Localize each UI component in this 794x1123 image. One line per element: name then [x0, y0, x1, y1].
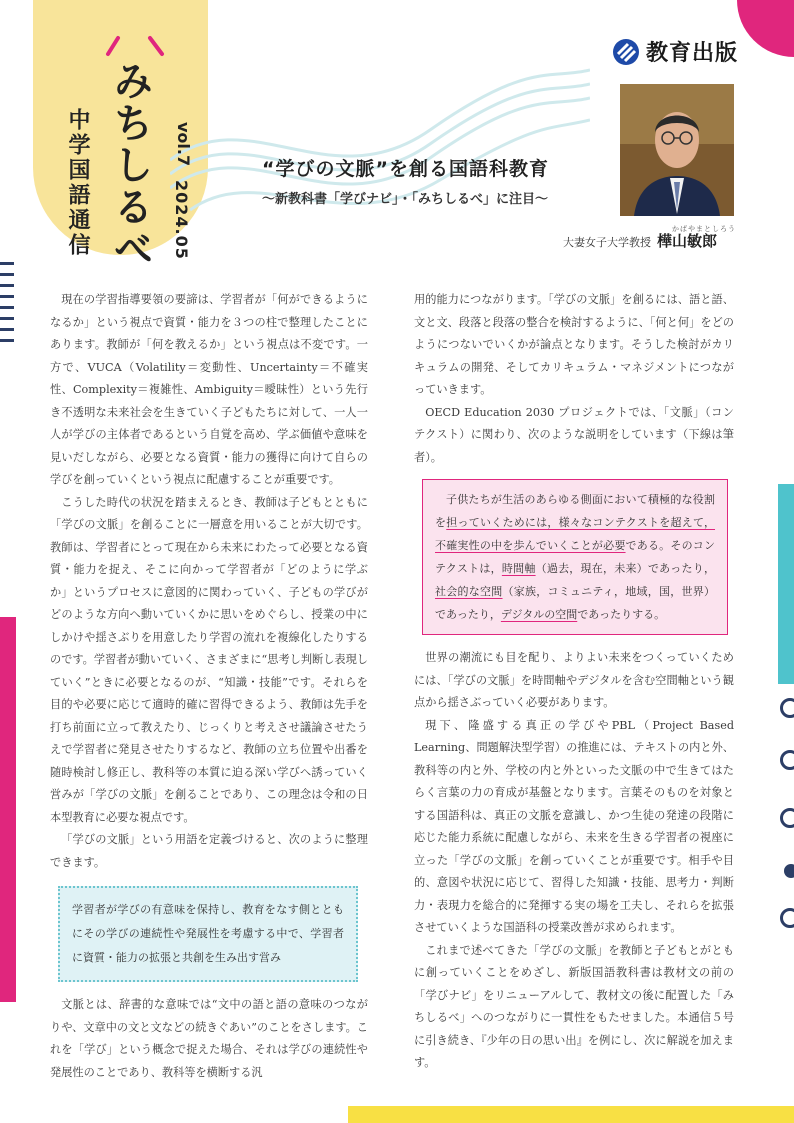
- author-kana: かばやまとしろう: [672, 225, 736, 233]
- cyan-side-bar: [778, 484, 794, 684]
- masthead-title: みちしるべ: [107, 60, 153, 270]
- masthead-subtitle: 中学国語通信: [65, 108, 90, 258]
- paragraph: 「学びの文脈」という用語を定義づけると、次のように整理できます。: [50, 833, 368, 869]
- quote-text: （過去，現在，未来）であったり，: [535, 562, 716, 575]
- oecd-quote-box: [422, 479, 728, 635]
- paragraph: こうした時代の状況を踏まえるとき、教師は子どもとともに「学びの文脈」を創ることに一層意を用いることが大切です。教師は、学習者にとって現在から未来にわたって必要となる資質・能力を捉え、そこに向かって学習者が「どのように学ぶか」というプロセスに意図的に関わっていく、子どもの学びがどのような方向へ動いていくかに思いをめぐらし、授業の中にしかけや揺さぶりを用意したり学習の流れを複線化したりするのです。学習者が動いていく、さまざまに“思考し判断し表現していく”ときに必要となるのが、“知識・技能”です。それらを目的や必要に応じて適時的確に習得できるよう、教師は先手を打ち前面に立って教えたり、じっくりと考えさせ議論させたうえで学習者に発見させたりするなど、教師の立ち位置や出番を随時検討し修正し、教科等の本質に迫る深い学びへ誘っていく営みが「学びの文脈」を創ることであり、この理念は令和の日本型教育に必要な視点です。: [50, 495, 368, 824]
- pink-side-bar: [0, 617, 16, 1002]
- publisher-name: 教育出版: [646, 41, 739, 66]
- quote-underlined: 時間軸: [501, 562, 536, 575]
- paragraph: OECD Education 2030 プロジェクトでは、「文脈」（コンテクスト）に関わり、次のような説明をしています（下線は筆者）。: [414, 405, 734, 464]
- yellow-bottom-bar: [348, 1106, 794, 1123]
- circle-mark: [780, 808, 794, 828]
- author-line: [563, 230, 717, 251]
- right-column: [414, 289, 734, 1075]
- circle-mark: [780, 750, 794, 770]
- quote-text: である。そのコンテクストは，: [435, 539, 716, 575]
- navy-stripes: [0, 262, 14, 350]
- pink-corner-shape: [737, 0, 794, 57]
- issue-date: 2024.05: [172, 180, 191, 260]
- author-affiliation: 大妻女子大学教授: [563, 236, 651, 249]
- paragraph: 文脈とは、辞書的な意味では“文中の語と語の意味のつながりや、文章中の文と文などの続きぐあい”のことをさします。これを「学び」という概念で捉えた場合、それは学びの連続性や発展性のことであり、教科等を横断する汎: [50, 998, 368, 1079]
- circle-mark: [780, 698, 794, 718]
- paragraph: 世界の潮流にも目を配り、よりよい未来をつくっていくためには、「学びの文脈」を時間軸やデジタルを含む空間軸という観点から揺さぶっていく必要があります。: [414, 651, 734, 709]
- smile-mark: [104, 34, 168, 58]
- quote-text: （家族，コミュニティ，地域，国，世界）であったり，: [435, 585, 716, 621]
- circle-mark: [780, 908, 794, 928]
- author-name: 樺山敏郎: [657, 232, 718, 250]
- volume-label: vol.7: [174, 122, 193, 167]
- quote-underlined: 担っていくためには，様々なコンテクストを超えて，不確実性の中を歩んでいくことが必要: [435, 516, 716, 552]
- quote-underlined: デジタルの空間: [500, 608, 578, 621]
- dot-mark: [784, 864, 794, 878]
- paragraph: 現在の学習指導要領の要諦は、学習者が「何ができるようになるか」という視点で資質・能力を３つの柱で整理したことにあります。教師が「何を教えるか」という視点は不変です。一方で、VUCA（Volatility＝変動性、Uncertainty＝不確実性、Complexity＝複雑性、Ambiguity＝曖昧性）という先行き不透明な未来社会を生きていく子どもたちに対して、一人一人が学びの主体者であるという自覚を高め、学ぶ価値や意味を見いだしながら、必要となる資質・能力の獲得に向けて自らの学びを創っていくという視点に配慮することが重要です。: [50, 293, 368, 486]
- author-photo: [620, 84, 734, 216]
- article-subtitle: 〜新教科書「学びナビ」・「みちしるべ」に注目〜: [262, 192, 549, 207]
- quote-text: であったりする。: [577, 608, 666, 621]
- wave-decoration: [170, 40, 590, 240]
- article-title: “学びの文脈”を創る国語科教育: [262, 158, 549, 180]
- quote-text: 子供たちが生活のあらゆる側面において積極的な役割を: [435, 493, 715, 529]
- publisher-logo: [612, 36, 738, 67]
- left-column: [50, 289, 368, 1084]
- paragraph: これまで述べてきた「学びの文脈」を教師と子どもとがともに創っていくことをめざし、新版国語教科書は教材文の前の「学びナビ」をリニューアルして、教材文の後に配置した「みちしるべ」へのつながりに一貫性をもたせました。本通信５号に引き続き、『少年の日の思い出』を例にし、次に解説を加えます。: [414, 943, 734, 1069]
- paragraph: 現下、隆盛する真正の学びやPBL（Project Based Learning、問題解決型学習）の推進には、テキストの内と外、教科等の内と外、学校の内と外といった文脈の中で生きてはたらく言葉の力の育成が基盤となります。言葉そのものを対象とする国語科は、真正の文脈を意識し、かつ生徒の発達の段階に応じた能力系統に配慮しながら、未来を生きる学習者の視座に立った「学びの文脈」を創っていくことが重要です。相手や目的、意図や状況に応じて、習得した知識・技能、思考力・判断力・表現力を総合的に発揮する実の場を工夫し、それらを拡張させていくような国語科の授業改善が求められます。: [414, 718, 734, 934]
- paragraph: 用的能力につながります。「学びの文脈」を創るには、語と語、文と文、段落と段落の整合を検討するように、「何と何」をどのようにつないでいくかが論点となります。そうした検討がカリキュラムの開発、そしてカリキュラム・マネジメントにつながっていきます。: [414, 293, 734, 396]
- quote-underlined: 社会的な空間: [435, 585, 503, 598]
- publisher-mark-icon: [612, 38, 640, 66]
- definition-box: 学習者が学びの有意味を保持し、教育をなす側とともにその学びの連続性や発展性を考慮する中で、学習者に資質・能力の拡張と共創を生み出す営み: [58, 886, 358, 982]
